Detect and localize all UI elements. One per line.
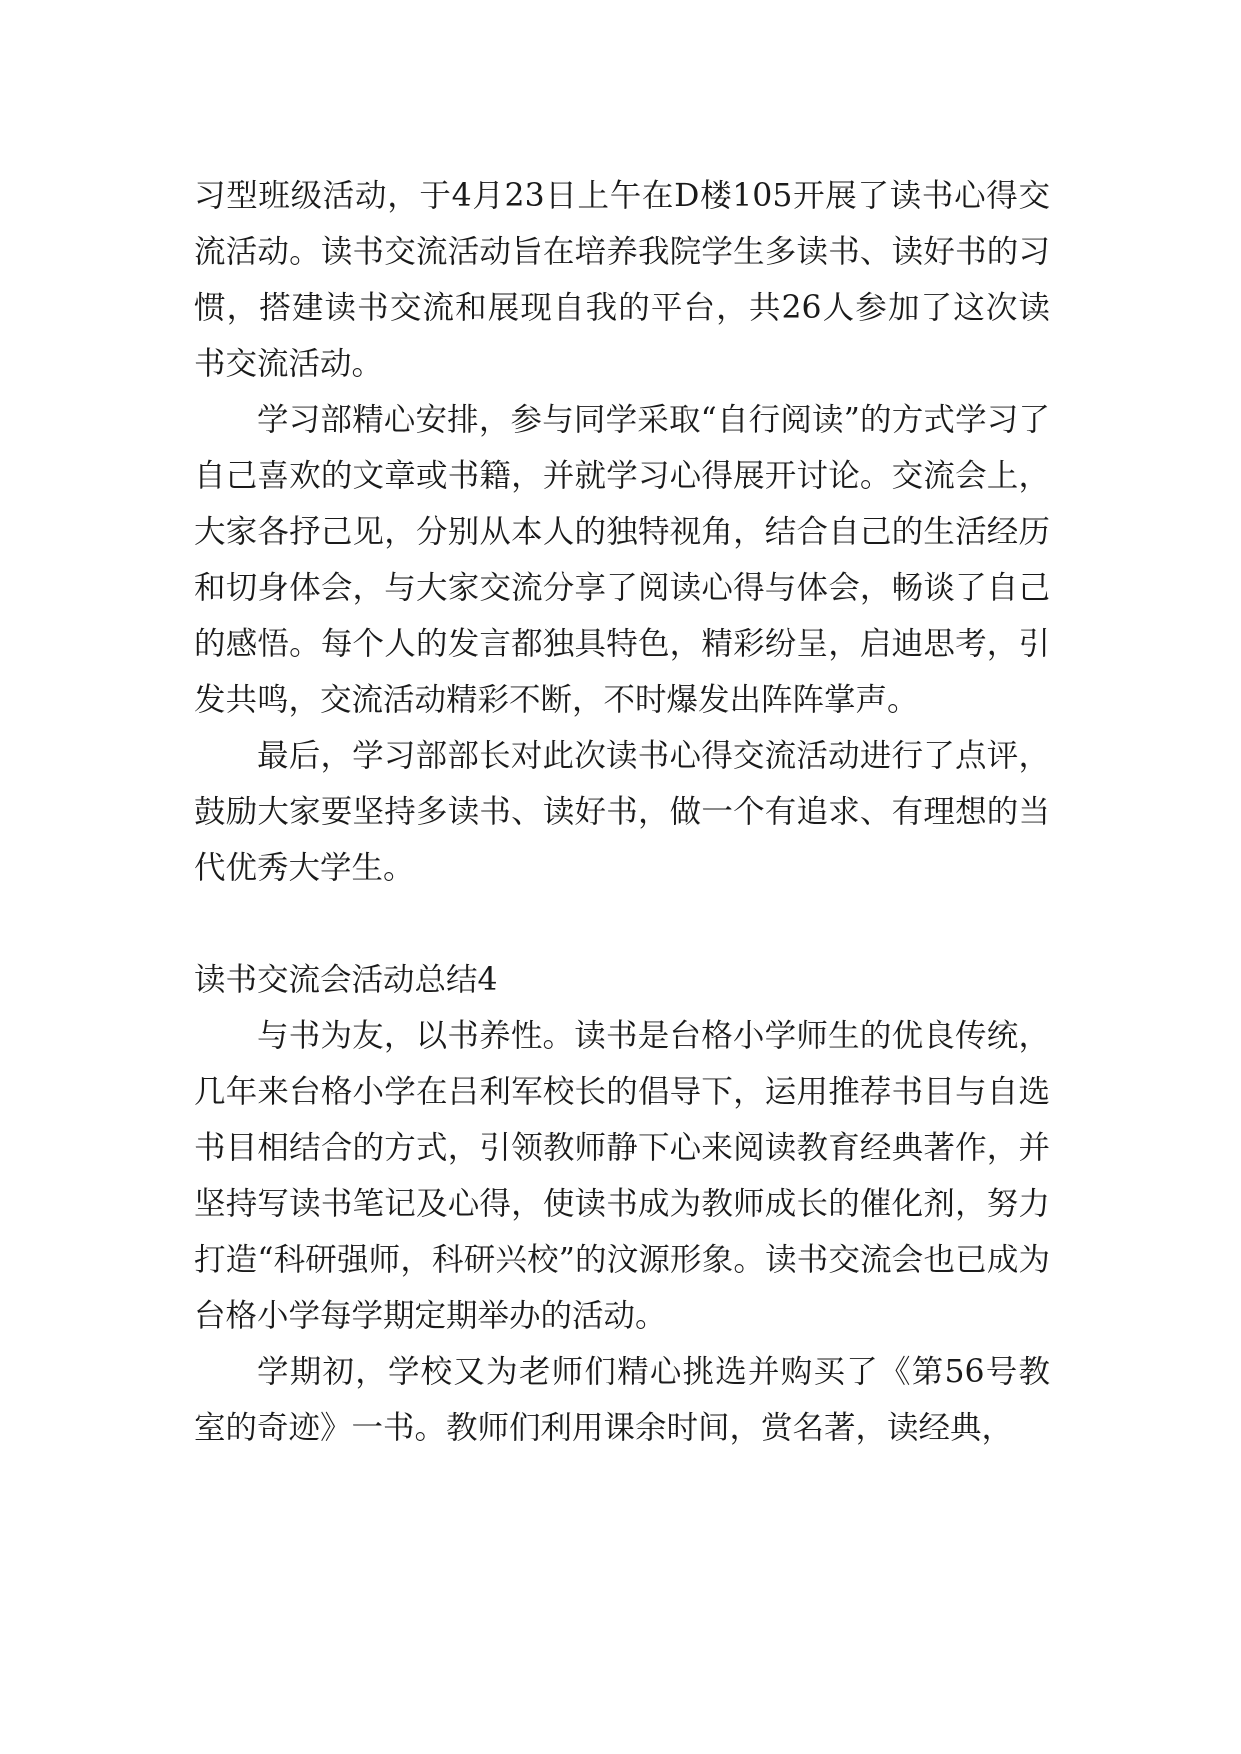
paragraph-discussion: 学习部精心安排，参与同学采取“自行阅读”的方式学习了自己喜欢的文章或书籍，并就学习心得展开讨论。交流会上，大家各抒己见，分别从本人的独特视角，结合自己的生活经历和切身体会，与大家交流分享了阅读心得与体会，畅谈了自己的感悟。每个人的发言都独具特色，精彩纷呈，启迪思考，引发共鸣，交流活动精彩不断，不时爆发出阵阵掌声。 xyxy=(194,402,1050,718)
document-body xyxy=(194,168,1050,1456)
paragraph-school-tradition: 与书为友，以书养性。读书是台格小学师生的优良传统，几年来台格小学在吕利军校长的倡导下，运用推荐书目与自选书目相结合的方式，引领教师静下心来阅读教育经典著作，并坚持写读书笔记及心得，使读书成为教师成长的催化剂，努力打造“科研强师，科研兴校”的汶源形象。读书交流会也已成为台格小学每学期定期举办的活动。 xyxy=(194,1018,1050,1334)
paragraph-book-purchase: 学期初，学校又为老师们精心挑选并购买了《第56号教室的奇迹》一书。教师们利用课余时间，赏名著，读经典， xyxy=(194,1354,1050,1446)
paragraph-conclusion: 最后，学习部部长对此次读书心得交流活动进行了点评，鼓励大家要坚持多读书、读好书，做一个有追求、有理想的当代优秀大学生。 xyxy=(194,738,1050,886)
section-gap xyxy=(194,896,1050,952)
section-heading: 读书交流会活动总结4 xyxy=(194,962,498,998)
paragraph-activity-intro: 习型班级活动，于4月23日上午在D楼105开展了读书心得交流活动。读书交流活动旨在培养我院学生多读书、读好书的习惯，搭建读书交流和展现自我的平台，共26人参加了这次读书交流活动。 xyxy=(194,178,1050,382)
